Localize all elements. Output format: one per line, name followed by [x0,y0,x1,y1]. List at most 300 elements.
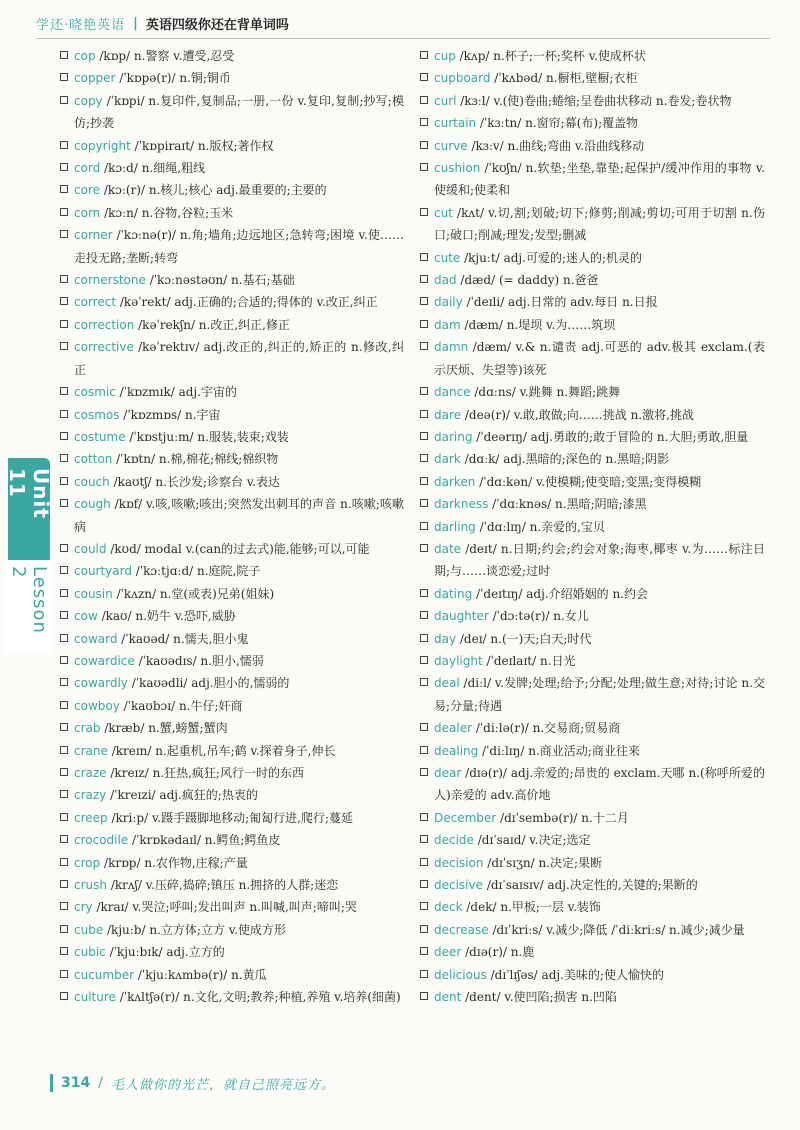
definition: /ˈkɔːtjɑːd/ n.庭院,院子 [131,564,261,579]
word-entry [420,67,765,89]
word-entry [420,247,765,269]
definition: /ˈdeɪli/ adj.日常的 adv.每日 n.日报 [462,295,658,310]
headword: date [434,541,462,556]
headword: curve [434,138,468,153]
definition: /dek/ n.甲板;一层 v.装饰 [462,900,601,915]
definition: /ˈkʌltʃə(r)/ n.文化,文明;教养;种植,养殖 v.培养(细菌) [115,990,401,1005]
checkbox-icon[interactable] [60,230,68,238]
word-entry [60,90,404,135]
headword: crazy [74,788,107,803]
definition: /kjuːb/ n.立方体;立方 v.使成方形 [103,922,286,937]
headword: core [74,183,100,198]
definition: /kraɪ/ v.哭泣;呼叫;发出叫声 n.叫喊,叫声;啼叫;哭 [92,900,357,915]
word-entry [420,717,765,739]
header-separator: | [133,15,138,31]
headword: cousin [74,586,113,601]
word-entry [420,381,765,403]
checkbox-icon[interactable] [420,342,428,350]
checkbox-icon[interactable] [60,544,68,552]
checkbox-icon[interactable] [420,925,428,933]
headword: craze [74,766,107,780]
checkbox-icon[interactable] [60,73,68,81]
headword: creep [74,810,108,825]
word-entry [420,941,765,963]
definition: /ˈdɑːknəs/ n.黑暗;阴暗;漆黑 [488,497,647,512]
checkbox-icon[interactable] [420,813,428,821]
headword: cube [74,922,104,937]
definition: /kreɪz/ n.狂热,疯狂;风行一时的东西 [106,766,304,780]
word-entry [420,426,765,448]
checkbox-icon[interactable] [420,768,428,776]
headword: correct [74,295,117,310]
checkbox-icon[interactable] [420,611,428,619]
word-entry [420,448,765,470]
word-entry [60,224,404,269]
word-entry [60,381,404,403]
word-entry [420,90,765,112]
unit-side-tab [5,458,53,654]
definition: /kʊd/ modal v.(can的过去式)能,能够;可以,可能 [106,541,370,556]
word-entry [60,650,404,672]
footer-bar [50,1074,53,1092]
checkbox-icon[interactable] [60,902,68,910]
headword: cosmos [74,407,120,422]
word-entry [60,538,404,560]
checkbox-icon[interactable] [420,858,428,866]
word-entry [420,202,765,247]
headword: dent [434,990,462,1005]
word-entry [420,112,765,134]
definition: /kɒf/ v.咳,咳嗽;咳出;突然发出刺耳的声音 n.咳嗽;咳嗽病 [74,497,404,534]
checkbox-icon[interactable] [60,746,68,754]
definition: /ˈkaʊədli/ adj.胆小的,懦弱的 [127,676,290,691]
checkbox-icon[interactable] [420,141,428,149]
definition: /ˈdeərɪŋ/ adj.勇敢的;敢于冒险的 n.大胆;勇敢,胆量 [472,429,749,444]
definition: /ˈkɒzmɪk/ adj.宇宙的 [115,385,237,400]
definition: /ˈkɔːnəstəʊn/ n.基石;基础 [145,273,295,288]
word-entry [420,650,765,672]
headword: deal [434,676,460,691]
definition: /kaʊtʃ/ n.长沙发;诊察台 v.表达 [109,474,280,489]
checkbox-icon[interactable] [420,253,428,261]
footer-slash: / [98,1075,103,1091]
headword: darkness [434,497,489,512]
word-entry [60,941,404,963]
checkbox-icon[interactable] [60,96,68,104]
word-entry [60,807,404,829]
checkbox-icon[interactable] [420,544,428,552]
definition: /dɪˈkriːs/ v.减少;降低 /ˈdiːkriːs/ n.减少;减少量 [488,922,745,937]
headword: darling [434,519,476,534]
checkbox-icon[interactable] [420,589,428,597]
footer-motto: 毛人做你的光芒，就自己照亮远方。 [110,1077,335,1093]
checkbox-icon[interactable] [420,902,428,910]
checkbox-icon[interactable] [420,51,428,59]
word-entry [60,471,404,493]
checkbox-icon[interactable] [60,678,68,686]
word-entry [60,179,404,201]
definition: /kɒp/ n.警察 v.遭受,忍受 [95,49,235,63]
checkbox-icon[interactable] [420,96,428,104]
definition: /dɪˈsaɪd/ v.决定;选定 [473,833,591,848]
checkbox-icon[interactable] [60,589,68,597]
headword: cupboard [434,71,491,86]
checkbox-icon[interactable] [420,410,428,418]
headword: cucumber [74,967,135,982]
definition: /ˈdiːlə(r)/ n.交易商;贸易商 [472,721,621,736]
word-entry [60,896,404,918]
definition: /ˈkɜːtn/ n.窗帘;幕(布);覆盖物 [476,116,639,131]
word-entry [60,314,404,336]
header-brand: 学还·晓艳英语 [36,17,126,33]
checkbox-icon[interactable] [420,746,428,754]
word-entry [420,896,765,918]
definition: /dent/ v.使凹陷;损害 n.凹陷 [461,990,617,1005]
checkbox-icon[interactable] [420,634,428,642]
headword: correction [74,317,135,332]
word-entry [60,986,404,1008]
headword: dare [434,407,462,422]
definition: /kəˈrekt/ adj.正确的;合适的;得体的 v.改正,纠正 [116,295,378,310]
checkbox-icon[interactable] [60,813,68,821]
definition: /ˈkʌzn/ n.堂(或表)兄弟(姐妹) [112,586,275,601]
word-entry [420,404,765,426]
definition: /ˈkjuːbɪk/ adj.立方的 [105,945,225,960]
checkbox-icon[interactable] [60,723,68,731]
headword: cut [434,205,453,220]
definition: /diːl/ v.发牌;处理;给予;分配;处理;做生意;对待;讨论 n.交易;分量;待遇 [434,676,765,713]
definition: /deɪ/ n.(一)天;白天;时代 [456,631,592,646]
word-entry [420,135,765,157]
word-entry [60,874,404,896]
word-entry [60,202,404,224]
definition: /kʌp/ n.杯子;一杯;奖杯 v.使成杯状 [455,49,646,63]
definition: /kəˈrektɪv/ adj.改正的,纠正的,矫正的 n.修改,纠正 [74,340,404,377]
headword: December [434,810,497,825]
page-header [36,10,470,36]
definition: /ˈdɔːtə(r)/ n.女儿 [488,609,589,624]
word-entry [420,45,765,67]
definition: /ˈkaʊədɪs/ n.胆小,懦弱 [134,653,264,668]
definition: /kɔː(r)/ n.核儿;核心 adj.最重要的;主要的 [100,183,327,198]
word-entry [420,157,765,202]
headword: cosmic [74,385,116,400]
word-entry [420,628,765,650]
checkbox-icon[interactable] [60,297,68,305]
definition: /dɪˈsaɪsɪv/ adj.决定性的,关键的;果断的 [483,878,698,893]
tab-unit-label: Unit 11 [5,468,53,519]
checkbox-icon[interactable] [420,477,428,485]
checkbox-icon[interactable] [420,880,428,888]
definition: /dæm/ n.堤坝 v.为……筑坝 [460,317,616,332]
headword: dealing [434,743,479,758]
headword: day [434,631,457,646]
word-entry [60,784,404,806]
definition: /ˈkɒstjuːm/ n.服装,装束;戏装 [125,429,289,444]
definition: /kɜːv/ n.曲线;弯曲 v.沿曲线移动 [467,138,645,153]
headword: corner [74,228,113,243]
word-entry [420,336,765,381]
word-entry [60,852,404,874]
checkbox-icon[interactable] [60,141,68,149]
headword: copper [74,71,116,86]
definition: /kreɪn/ n.起重机,吊车;鹤 v.探着身子,伸长 [107,743,336,758]
headword: dam [434,317,461,332]
definition: /ˈkʊʃn/ n.软垫;坐垫,靠垫;起保护/缓冲作用的事物 v.使缓和;使柔和 [434,161,765,198]
headword: decrease [434,922,489,937]
definition: /ˈkɔːnə(r)/ n.角;墙角;边远地区;急转弯;困境 v.使……走投无路;垄断;转弯 [74,228,404,265]
word-entry [420,605,765,627]
headword: cord [74,161,101,176]
headword: cowardly [74,676,128,691]
definition: /ˈkɒpə(r)/ n.铜;铜币 [115,71,231,86]
word-entry [420,740,765,762]
word-entry [60,829,404,851]
word-entry [420,986,765,1008]
headword: decisive [434,878,484,893]
headword: deck [434,900,463,915]
headword: dance [434,385,471,400]
definition: /ˈkrɒkədaɪl/ n.鳄鱼;鳄鱼皮 [128,833,281,848]
headword: delicious [434,967,487,982]
headword: cornerstone [74,273,146,288]
definition: /krʌʃ/ v.压碎,捣碎;镇压 n.拥挤的人群;迷恋 [107,878,339,893]
checkbox-icon[interactable] [60,275,68,283]
headword: darken [434,474,476,489]
definition: /kaʊ/ n.奶牛 v.恐吓,威胁 [97,609,236,624]
checkbox-icon[interactable] [420,73,428,81]
headword: cowboy [74,698,120,713]
definition: /dɑːns/ v.跳舞 n.舞蹈;跳舞 [470,385,621,400]
checkbox-icon[interactable] [420,387,428,395]
word-entry [60,426,404,448]
checkbox-icon[interactable] [60,432,68,440]
headword: copy [74,93,103,108]
checkbox-icon[interactable] [60,947,68,955]
headword: crane [74,743,108,758]
checkbox-icon[interactable] [420,275,428,283]
headword: dating [434,586,473,601]
word-entry [60,45,404,67]
checkbox-icon[interactable] [60,185,68,193]
definition: /deə(r)/ v.敢,敢做;向……挑战 n.激将,挑战 [461,407,694,422]
word-entry [420,493,765,515]
definition: /ˈkʌbəd/ n.橱柜,壁橱;衣柜 [490,71,638,86]
word-entry [60,493,404,538]
headword: crop [74,855,101,870]
headword: crush [74,878,107,893]
checkbox-icon[interactable] [60,701,68,709]
definition: /ˈdeɪlaɪt/ n.日光 [482,653,576,668]
word-entry [420,291,765,313]
checkbox-icon[interactable] [60,51,68,59]
checkbox-icon[interactable] [60,858,68,866]
definition: /kəˈrekʃn/ n.改正,纠正,修正 [134,317,290,332]
page-footer [50,1072,335,1094]
definition: /kjuːt/ adj.可爱的;迷人的;机灵的 [460,250,643,265]
tab-lesson-label: Lesson 2 [5,560,53,654]
word-entry [60,695,404,717]
definition: /ˈdeɪtɪŋ/ adj.介绍婚姻的 n.约会 [472,586,648,601]
word-entry [60,964,404,986]
definition: /kɔːn/ n.谷物,谷粒;玉米 [100,205,234,220]
word-entry [60,291,404,313]
definition: /ˈkɒzmɒs/ n.宇宙 [119,407,221,422]
definition: /kɜːl/ v.(使)卷曲;蜷缩;呈卷曲状移动 n.卷发;卷状物 [456,93,732,108]
word-entry [420,538,765,583]
word-entry [420,829,765,851]
word-entry [420,807,765,829]
word-entry [60,336,404,381]
word-entry [60,605,404,627]
checkbox-icon[interactable] [420,297,428,305]
checkbox-icon[interactable] [60,970,68,978]
definition: /ˈkaʊəd/ n.懦夫,胆小鬼 [117,631,249,646]
checkbox-icon[interactable] [60,611,68,619]
word-entry [60,67,404,89]
headword: dad [434,273,457,288]
word-entry [60,762,404,784]
headword: crab [74,721,101,736]
checkbox-icon[interactable] [420,947,428,955]
definition: /kræb/ n.蟹,螃蟹;蟹肉 [100,721,228,736]
definition: /dɪˈsɪʒn/ n.决定;果断 [483,855,603,870]
headword: dark [434,452,461,467]
headword: coward [74,631,118,646]
word-entry [60,448,404,470]
definition: /ˈkɒpi/ n.复印件,复制品;一册,一份 v.复印,复制;抄写;模仿;抄袭 [74,93,404,131]
checkbox-icon[interactable] [60,768,68,776]
definition: /dɪˈlɪʃəs/ adj.美味的;使人愉快的 [486,967,664,982]
definition: /ˈkaʊbɔɪ/ n.牛仔;奸商 [119,698,243,713]
header-divider [36,38,770,39]
checkbox-icon[interactable] [420,208,428,216]
checkbox-icon[interactable] [420,432,428,440]
word-entry [420,314,765,336]
checkbox-icon[interactable] [60,163,68,171]
headword: cute [434,250,461,265]
headword: cowardice [74,653,135,668]
definition: /ˈkɒpiraɪt/ n.版权;著作权 [130,138,274,153]
word-entry [60,157,404,179]
checkbox-icon[interactable] [420,118,428,126]
headword: could [74,541,107,556]
word-entry [60,919,404,941]
headword: cough [74,497,111,512]
headword: decide [434,833,474,848]
checkbox-icon[interactable] [60,454,68,462]
word-entry [60,628,404,650]
definition: /dɪə(r)/ adj.亲爱的;昂贵的 exclam.天哪 n.(称呼所爱的人)亲爱的 adv.高价地 [434,766,765,803]
headword: daring [434,429,473,444]
definition: /ˈdɑːlɪŋ/ n.亲爱的,宝贝 [475,519,605,534]
headword: culture [74,990,116,1005]
headword: cubic [74,945,106,960]
definition: /ˈkreɪzi/ adj.疯狂的;热衷的 [106,788,258,803]
checkbox-icon[interactable] [60,477,68,485]
checkbox-icon[interactable] [420,163,428,171]
checkbox-icon[interactable] [420,454,428,462]
checkbox-icon[interactable] [60,410,68,418]
word-entry [420,919,765,941]
definition: /kɔːd/ n.细绳,粗线 [100,161,206,176]
headword: damn [434,340,469,355]
word-entry [420,964,765,986]
checkbox-icon[interactable] [60,634,68,642]
word-entry [420,583,765,605]
checkbox-icon[interactable] [60,992,68,1000]
checkbox-icon[interactable] [60,925,68,933]
word-entry [60,583,404,605]
word-entry [60,404,404,426]
word-entry [420,762,765,807]
definition: /ˈkɒtn/ n.棉,棉花;棉线;棉织物 [112,452,279,467]
definition: /kʌt/ v.切,割;划破;切下;修剪;削减;剪切;可用于切割 n.伤口;破口;削减;理发;发型;删减 [434,205,765,243]
word-entry [420,874,765,896]
checkbox-icon[interactable] [60,656,68,664]
definition: /dæm/ v.& n.谴责 adj.可恶的 adv.极其 exclam.(表示厌烦、失望等)该死 [434,340,765,377]
right-column [420,45,765,1008]
checkbox-icon[interactable] [60,387,68,395]
checkbox-icon[interactable] [420,499,428,507]
definition: /dæd/ (= daddy) n.爸爸 [456,273,599,288]
headword: dear [434,766,462,780]
word-entry [420,516,765,538]
checkbox-icon[interactable] [60,342,68,350]
word-entry [420,269,765,291]
checkbox-icon[interactable] [420,522,428,530]
word-entry [60,560,404,582]
checkbox-icon[interactable] [420,723,428,731]
header-title: 英语四级你还在背单词吗 [145,17,289,33]
headword: curl [434,93,457,108]
headword: decision [434,855,484,870]
checkbox-icon[interactable] [420,835,428,843]
checkbox-icon[interactable] [60,790,68,798]
word-entry [60,135,404,157]
definition: /krɒp/ n.农作物,庄稼;产量 [100,855,248,870]
checkbox-icon[interactable] [60,208,68,216]
definition: /ˈdiːlɪŋ/ n.商业活动;商业往来 [478,743,640,758]
checkbox-icon[interactable] [60,880,68,888]
checkbox-icon[interactable] [420,320,428,328]
checkbox-icon[interactable] [60,835,68,843]
definition: /dɑːk/ adj.黑暗的;深色的 n.黑暗;阴影 [460,452,670,467]
definition: /dɪˈsembə(r)/ n.十二月 [496,810,629,825]
checkbox-icon[interactable] [60,320,68,328]
checkbox-icon[interactable] [420,678,428,686]
headword: corn [74,205,101,220]
headword: dealer [434,721,473,736]
headword: costume [74,429,126,444]
checkbox-icon[interactable] [420,656,428,664]
checkbox-icon[interactable] [60,499,68,507]
headword: daylight [434,653,483,668]
checkbox-icon[interactable] [420,992,428,1000]
page-number: 314 [61,1075,91,1091]
word-entry [420,471,765,493]
headword: crocodile [74,833,129,848]
headword: courtyard [74,564,132,579]
word-entry [60,672,404,694]
headword: cow [74,609,98,624]
word-entry [60,740,404,762]
checkbox-icon[interactable] [60,566,68,574]
headword: cotton [74,452,113,467]
word-entry [60,717,404,739]
headword: copyright [74,138,131,153]
checkbox-icon[interactable] [420,970,428,978]
